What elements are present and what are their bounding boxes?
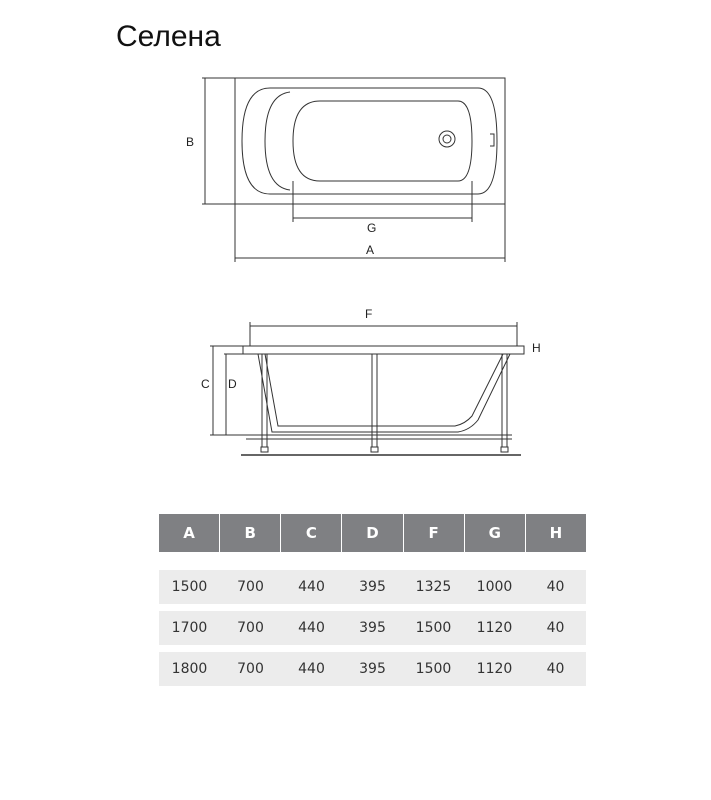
overflow-icon bbox=[490, 134, 494, 146]
header-cell: B bbox=[220, 514, 281, 552]
label-h: H bbox=[532, 341, 541, 355]
table-cell: 395 bbox=[359, 579, 386, 595]
table-cell: 440 bbox=[298, 579, 325, 595]
table-header bbox=[159, 514, 586, 552]
table-cell: 395 bbox=[359, 661, 386, 677]
table-cell: 1325 bbox=[415, 579, 452, 595]
table-cell: 1500 bbox=[415, 620, 452, 636]
tub-body bbox=[258, 354, 510, 432]
table-cell: 1120 bbox=[476, 620, 513, 636]
table-row bbox=[159, 611, 586, 645]
table-row bbox=[159, 652, 586, 686]
page-title: Селена bbox=[116, 20, 221, 53]
table-cell: 1800 bbox=[171, 661, 208, 677]
header-cell: A bbox=[159, 514, 220, 552]
tub-outer-bowl bbox=[242, 88, 497, 194]
label-a: A bbox=[366, 243, 375, 257]
table-cell: 40 bbox=[546, 620, 565, 636]
label-d: D bbox=[228, 377, 237, 391]
table-cell: 700 bbox=[237, 579, 264, 595]
top-view bbox=[202, 78, 505, 262]
drain-icon bbox=[439, 131, 455, 147]
label-f: F bbox=[365, 307, 373, 321]
header-cell: H bbox=[526, 514, 586, 552]
table-cell: 1120 bbox=[476, 661, 513, 677]
table-cell: 1500 bbox=[415, 661, 452, 677]
header-cell: G bbox=[465, 514, 526, 552]
table-cell: 40 bbox=[546, 661, 565, 677]
tub-outer-rim bbox=[235, 78, 505, 204]
header-cell: D bbox=[342, 514, 403, 552]
side-view bbox=[210, 322, 524, 455]
foot-left bbox=[261, 447, 268, 452]
label-b: B bbox=[186, 135, 195, 149]
table-cell: 440 bbox=[298, 620, 325, 636]
tub-inner-basin bbox=[293, 101, 472, 181]
tub-headrest bbox=[265, 92, 290, 190]
header-cell: C bbox=[281, 514, 342, 552]
table-cell: 1700 bbox=[171, 620, 208, 636]
label-g: G bbox=[367, 221, 377, 235]
table-cell: 700 bbox=[237, 620, 264, 636]
table-cell: 440 bbox=[298, 661, 325, 677]
table-cell: 1000 bbox=[476, 579, 513, 595]
dimensions-table bbox=[159, 514, 586, 686]
table-row bbox=[159, 570, 586, 604]
table-cell: 395 bbox=[359, 620, 386, 636]
foot-middle bbox=[371, 447, 378, 452]
header-cell: F bbox=[404, 514, 465, 552]
tub-rim bbox=[243, 346, 524, 354]
foot-right bbox=[501, 447, 508, 452]
table-cell: 40 bbox=[546, 579, 565, 595]
label-c: C bbox=[201, 377, 210, 391]
table-cell: 1500 bbox=[171, 579, 208, 595]
table-cell: 700 bbox=[237, 661, 264, 677]
